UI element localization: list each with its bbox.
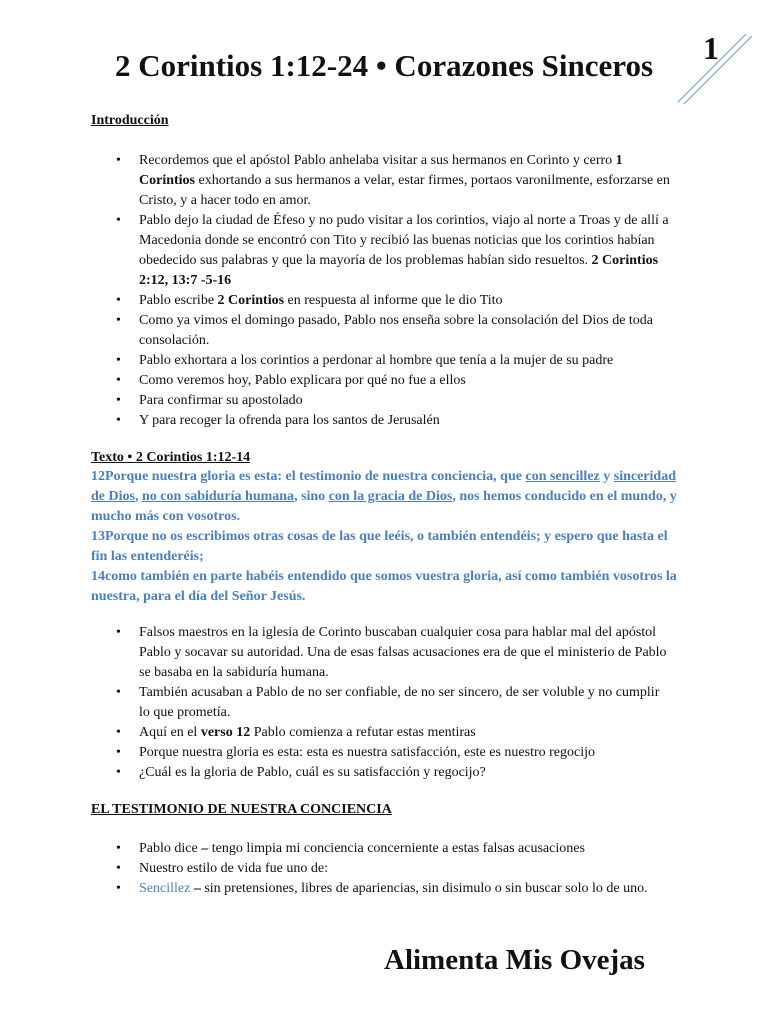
list-item: • ¿Cuál es la gloria de Pablo, cuál es su satisfacción y regocijo? (91, 763, 671, 783)
list-item: • Como veremos hoy, Pablo explicara por qué no fue a ellos (91, 371, 671, 391)
texto-heading: Texto • 2 Corintios 1:12-14 (91, 450, 251, 465)
list-item: • Sencillez – sin pretensiones, libres de apariencias, sin disimulo o sin buscar solo lo de uno. (91, 879, 671, 899)
list-item: • Y para recoger la ofrenda para los santos de Jerusalén (91, 411, 671, 431)
intro-heading: Introducción (91, 113, 169, 128)
list-item: • Recordemos que el apóstol Pablo anhelaba visitar a sus hermanos en Corinto y cerro 1 Corintios exhortando a sus hermanos a velar, estar firmes, portaos varonilmente, esforzarse en Cristo, y a hacer todo en amor. (91, 151, 671, 211)
testimonio-list (91, 839, 671, 899)
list-item: • Aquí en el verso 12 Pablo comienza a refutar estas mentiras (91, 723, 671, 743)
list-item: • Falsos maestros en la iglesia de Corinto buscaban cualquier cosa para hablar mal del apóstol Pablo y socavar su autoridad. Una de esas falsas acusaciones era de que el ministerio de Pablo se basaba en la sabiduría humana. (91, 623, 671, 683)
intro-list (91, 151, 671, 431)
list-item: • Pablo escribe 2 Corintios en respuesta al informe que le dio Tito (91, 291, 671, 311)
page-number: 1 (703, 30, 719, 66)
list-item: • Pablo dice – tengo limpia mi conciencia concerniente a estas falsas acusaciones (91, 839, 671, 859)
list-item: • Para confirmar su apostolado (91, 391, 671, 411)
list-item: • Pablo exhortara a los corintios a perdonar al hombre que tenía a la mujer de su padre (91, 351, 671, 371)
page-title: 2 Corintios 1:12-24 • Corazones Sinceros (114, 48, 654, 83)
list-item: • También acusaban a Pablo de no ser confiable, de no ser sincero, de ser voluble y no cumplir lo que prometía. (91, 683, 671, 723)
verse-14: 14como también en parte habéis entendido que somos vuestra gloria, así como también vosotros la nuestra, para el día del Señor Jesús. (91, 569, 677, 604)
list-item: • Pablo dejo la ciudad de Éfeso y no pudo visitar a los corintios, viajo al norte a Troas y de allí a Macedonia donde se encontró con Tito y recibió las buenas noticias que los corintios habían obedecido sus palabras y que la mayoría de los problemas habían sido resueltos. 2 Corintios 2:12, 13:7 -5-16 (91, 211, 671, 291)
testimonio-heading: EL TESTIMONIO DE NUESTRA CONCIENCIA (91, 802, 392, 817)
list-item: • Porque nuestra gloria es esta: esta es nuestra satisfacción, este es nuestro regocijo (91, 743, 671, 763)
list-item: • Como ya vimos el domingo pasado, Pablo nos enseña sobre la consolación del Dios de toda consolación. (91, 311, 671, 351)
list-item: • Nuestro estilo de vida fue uno de: (91, 859, 671, 879)
commentary-list (91, 623, 671, 783)
footer-title: Alimenta Mis Ovejas (384, 944, 645, 976)
scripture-passage (91, 467, 681, 607)
verse-13: 13Porque no os escribimos otras cosas de las que leéis, o también entendéis; y espero que hasta el fin las entenderéis; (91, 529, 668, 564)
verse-12: 12Porque nuestra gloria es esta: el testimonio de nuestra conciencia, que con sencillez y sinceridad de Dios, no con sabiduría humana, sino con la gracia de Dios, nos hemos conducido en el mundo, y mucho más con vosotros. (91, 469, 677, 524)
